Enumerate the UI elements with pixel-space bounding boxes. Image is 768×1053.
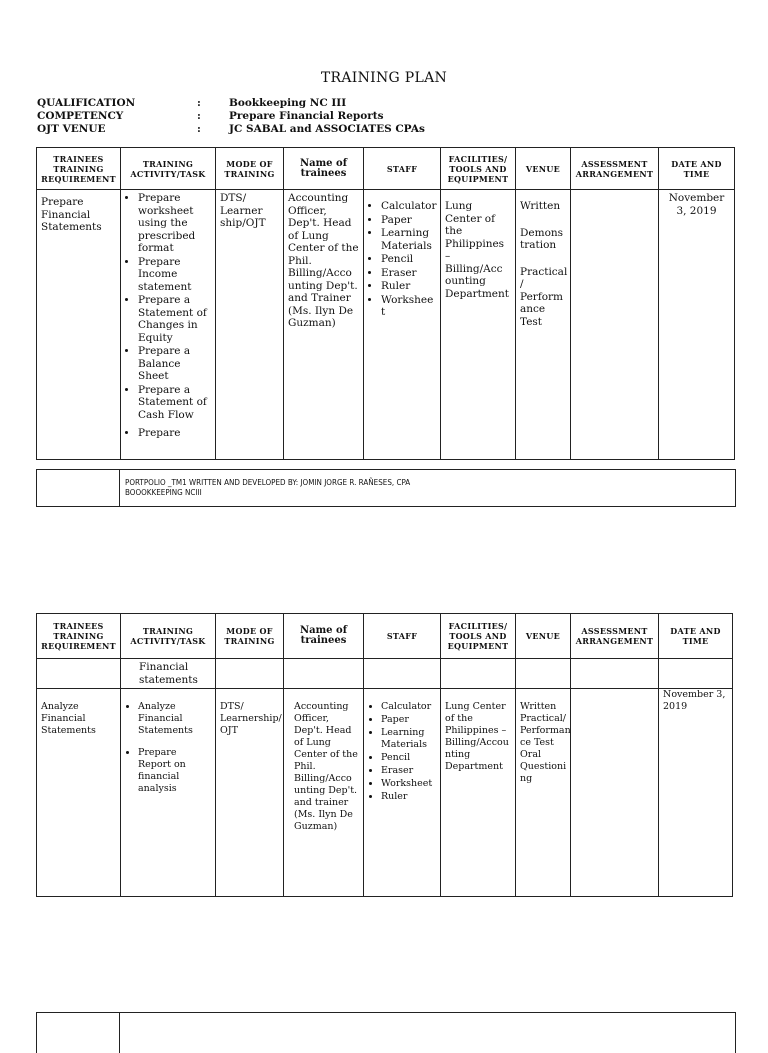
table-row <box>37 190 735 460</box>
table-row <box>37 689 733 897</box>
training-plan-table-1 <box>36 147 735 460</box>
footer-line: PORTPOLIO _TM1 WRITTEN AND DEVELOPED BY: JOMIN JORGE R. RAÑESES, CPA <box>125 478 411 487</box>
staff-cell <box>364 190 441 460</box>
header-mode: MODE OF TRAINING <box>216 148 284 190</box>
empty-cell <box>364 659 441 689</box>
assessment-cell <box>571 190 659 460</box>
list-item: • Paper <box>381 714 436 726</box>
venue-cell <box>516 190 571 460</box>
table-row <box>37 659 733 689</box>
list-item: • Prepare worksheet using the prescribed format <box>138 192 211 255</box>
list-item: • Calculator <box>381 701 436 713</box>
empty-cell <box>284 659 364 689</box>
continuation-cell: Financial statements <box>121 659 216 689</box>
empty-cell <box>37 659 121 689</box>
header-assessment: ASSESSMENT ARRANGEMENT <box>571 614 659 659</box>
plan-metadata <box>37 97 425 136</box>
meta-key: QUALIFICATION <box>37 97 136 109</box>
meta-key: OJT VENUE <box>37 123 106 135</box>
venue-line: Practical / Perform ance Test <box>520 265 568 328</box>
footer-line: BOOOKKEEPING NCIII <box>125 488 202 497</box>
empty-cell <box>441 659 516 689</box>
footer-text <box>125 478 410 498</box>
meta-value: JC SABAL and ASSOCIATES CPAs <box>229 123 425 135</box>
list-item: • Workshee t <box>381 294 436 319</box>
trainees-cell: Accounting Officer, Dep't. Head of Lung Center of the Phil. Billing/Acco unting Dep't. and trainer (Ms. Ilyn De Guzman) <box>284 689 364 897</box>
header-trainees: Name of trainees <box>284 614 364 659</box>
header-requirement: TRAINEES TRAINING REQUIREMENT <box>37 148 121 190</box>
mode-cell: DTS/ Learner ship/OJT <box>216 190 284 460</box>
list-item: • Prepare Income statement <box>138 256 211 294</box>
list-item: • Prepare a Statement of Changes in Equity <box>138 294 211 344</box>
header-facilities: FACILITIES/ TOOLS AND EQUIPMENT <box>441 614 516 659</box>
meta-value: Prepare Financial Reports <box>229 110 384 122</box>
header-staff: STAFF <box>364 614 441 659</box>
list-item: • Analyze Financial Statements <box>138 701 211 737</box>
activity-cell <box>121 190 216 460</box>
list-item: • Prepare a Statement of Cash Flow <box>138 384 211 422</box>
list-item: • Eraser <box>381 267 436 280</box>
meta-row-ojt-venue <box>37 123 425 136</box>
meta-key: COMPETENCY <box>37 110 124 122</box>
list-item: • Calculator <box>381 200 436 213</box>
header-mode: MODE OF TRAINING <box>216 614 284 659</box>
empty-cell <box>571 659 659 689</box>
list-item: • Learning Materials <box>381 727 436 751</box>
list-item: • Prepare <box>138 427 211 440</box>
list-item: • Pencil <box>381 752 436 764</box>
assessment-cell <box>571 689 659 897</box>
list-item: • Ruler <box>381 791 436 803</box>
list-item: • Worksheet <box>381 778 436 790</box>
meta-row-qualification <box>37 97 425 110</box>
facilities-cell: Lung Center of the Philippines – Billing/Acc ounting Department <box>441 190 516 460</box>
requirement-cell: Prepare Financial Statements <box>37 190 121 460</box>
empty-cell <box>659 659 733 689</box>
list-item: • Ruler <box>381 280 436 293</box>
requirement-cell: Analyze Financial Statements <box>37 689 121 897</box>
footer-blank-cell <box>37 470 120 506</box>
list-item: • Prepare Report on financial analysis <box>138 747 211 795</box>
date-cell: November 3, 2019 <box>659 190 735 460</box>
header-row <box>37 614 733 659</box>
footer-box <box>36 469 736 507</box>
header-row <box>37 148 735 190</box>
meta-row-competency <box>37 110 425 123</box>
facilities-cell: Lung Center of the Philippines – Billing/Accou nting Department <box>441 689 516 897</box>
meta-colon: : <box>197 97 201 109</box>
list-item: • Eraser <box>381 765 436 777</box>
header-facilities: FACILITIES/ TOOLS AND EQUIPMENT <box>441 148 516 190</box>
mode-cell: DTS/ Learnership/ OJT <box>216 689 284 897</box>
meta-value: Bookkeeping NC III <box>229 97 347 109</box>
list-item: • Paper <box>381 214 436 227</box>
venue-line: Written <box>520 200 561 212</box>
trainees-cell: Accounting Officer, Dep't. Head of Lung Center of the Phil. Billing/Acco unting Dep't. and Trainer (Ms. Ilyn De Guzman) <box>284 190 364 460</box>
header-trainees: Name of trainees <box>284 148 364 190</box>
venue-line: Demons tration <box>520 226 564 251</box>
meta-colon: : <box>197 123 201 135</box>
header-assessment: ASSESSMENT ARRANGEMENT <box>571 148 659 190</box>
header-activity: TRAINING ACTIVITY/TASK <box>121 148 216 190</box>
activity-cell <box>121 689 216 897</box>
list-item: • Learning Materials <box>381 227 436 252</box>
footer-blank-cell <box>37 1013 120 1053</box>
venue-cell: Written Practical/ Performan ce Test Oral Questioni ng <box>516 689 571 897</box>
header-venue: VENUE <box>516 148 571 190</box>
header-date: DATE AND TIME <box>659 614 733 659</box>
page-title: TRAINING PLAN <box>320 70 448 86</box>
header-staff: STAFF <box>364 148 441 190</box>
staff-cell <box>364 689 441 897</box>
training-plan-table-2 <box>36 613 733 897</box>
header-activity: TRAINING ACTIVITY/TASK <box>121 614 216 659</box>
header-venue: VENUE <box>516 614 571 659</box>
header-requirement: TRAINEES TRAINING REQUIREMENT <box>37 614 121 659</box>
meta-colon: : <box>197 110 201 122</box>
header-date: DATE AND TIME <box>659 148 735 190</box>
empty-cell <box>216 659 284 689</box>
footer-box-partial <box>36 1012 736 1053</box>
empty-cell <box>516 659 571 689</box>
list-item: • Prepare a Balance Sheet <box>138 345 211 383</box>
list-item: • Pencil <box>381 253 436 266</box>
date-cell: November 3, 2019 <box>659 689 733 897</box>
